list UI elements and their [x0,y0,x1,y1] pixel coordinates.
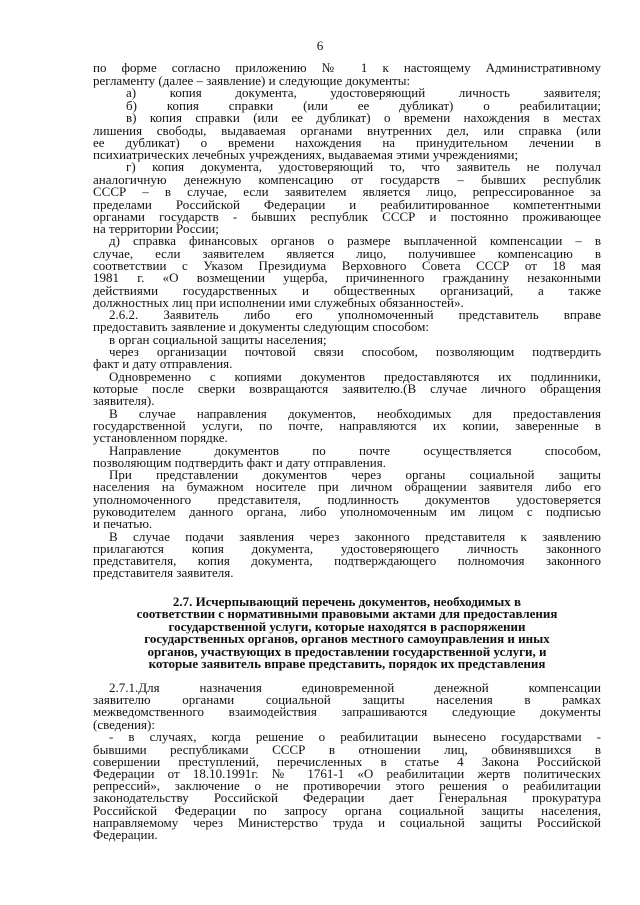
text-line: должностных лиц при исполнении ими служебных обязанностей». [93,295,464,310]
text-line: действиями государственных и общественных организаций, а также [93,283,601,298]
text-line: регламенту (далее – заявление) и следующие документы: [93,73,411,88]
text-line: уполномоченного представителя, подлинность документов удостоверяется [93,492,601,507]
text-line: Российской Федерации по запросу органа социальной защиты населения, [93,803,601,818]
section-heading-line: которые заявитель вправе представить, порядок их представления [148,656,546,671]
text-line: в) копия справки (или ее дубликат) о времени нахождения в местах [126,110,601,125]
text-line: 1981 г. «О возмещении ущерба, причиненного гражданину незаконными [93,270,601,285]
text-line: которые после сверки возвращаются заявителю.(В случае личного обращения [93,381,601,396]
text-line: психиатрических лечебных учреждениях, выдаваемая этими учреждениями; [93,147,519,162]
text-line: в орган социальной защиты населения; [109,332,327,347]
text-line: по форме согласно приложению № 1 к настоящему Административному [93,60,601,75]
text-line: населения на бумажном носителе при личном обращении заявителя либо его [93,479,601,494]
text-line: руководителем данного органа, либо уполномоченным им лицом с подписью [93,504,601,519]
text-line: законодательству Российской Федерации дает Генеральная прокуратура [93,790,601,805]
text-line: прилагаются копия документа, удостоверяющего личность законного [93,541,601,556]
text-line: Одновременно с копиями документов предоставляются их подлинники, [109,369,601,384]
section-heading-line: органов, участвующих в предоставлении государственной услуги, и [147,644,547,659]
text-line: лишения свободы, выдаваемая органами внутренних дел, или справка (или [93,123,601,138]
text-line: Направление документов по почте осуществляется способом, [109,443,601,458]
text-line: 2.7.1.Для назначения единовременной денежной компенсации [109,680,601,695]
text-line: пределами Российской Федерации и реабилитированное компетентными [93,197,601,212]
page-number: 6 [316,38,324,53]
text-line: СССР – в случае, если заявителем является лицо, репрессированное за [93,184,601,199]
text-line: органами государств - бывших республик СССР и постоянно проживающее [93,209,601,224]
text-line: государственной услуги, по почте, направляются их копии, заверенные в [93,418,601,433]
text-line: соответствии с Указом Президиума Верховного Совета СССР от 18 мая [93,258,601,273]
text-line: При представлении документов через органы социальной защиты [109,467,601,482]
section-heading-line: государственных органов, органов местного самоуправления и иных [144,631,550,646]
text-line: В случае направления документов, необходимых для предоставления [109,406,601,421]
text-line: репрессий», заключение о не противоречии этого решения о реабилитации [93,778,601,793]
text-line: - в случаях, когда решение о реабилитации вынесено государствами - [109,729,601,744]
text-line: д) справка финансовых органов о размере выплаченной компенсации – в [109,233,601,248]
text-line: на территории России; [93,221,219,236]
text-line: представителя заявителя. [93,565,234,580]
text-line: аналогичную денежную компенсацию от государств – бывших республик [93,172,601,187]
text-line: предоставить заявление и документы следующим способом: [93,319,429,334]
text-line: совершении преступлений, перечисленных в статье 4 Закона Российской [93,754,601,769]
section-heading-line: соответствии с нормативными правовыми актами для предоставления [136,606,558,621]
section-heading-line: 2.7. Исчерпывающий перечень документов, необходимых в [172,594,522,609]
text-line: заявителю органами социальной защиты населения в рамках [93,692,601,707]
text-line: заявителя). [93,393,155,408]
text-line: Федерации. [93,827,158,842]
text-line: Федерации от 18.10.1991г. № 1761-1 «О реабилитации жертв политических [93,766,601,781]
text-line: представителя, копия документа, подтверждающего полномочия законного [93,553,601,568]
text-line: случае, если заявителем является лицо, получившее компенсацию в [93,246,601,261]
text-line: межведомственного взаимодействия запрашиваются следующие документы [93,704,601,719]
section-heading-line: государственной услуги, которые находятся в распоряжении [168,619,526,634]
text-line: направляемому через Министерство труда и социальной защиты Российской [93,815,601,830]
text-line: (сведения): [93,717,155,732]
text-line: б) копия справки (или ее дубликат) о реабилитации; [126,98,601,113]
text-line: г) копия документа, удостоверяющий то, что заявитель не получал [126,159,601,174]
text-line: и печатью. [93,516,153,531]
text-line: через организации почтовой связи способом, позволяющим подтвердить [109,344,601,359]
text-line: позволяющим подтвердить факт и дату отправления. [93,455,386,470]
text-line: 2.6.2. Заявитель либо его уполномоченный представитель вправе [109,307,601,322]
text-line: установленном порядке. [93,430,228,445]
text-line: В случае подачи заявления через законного представителя к заявлению [109,529,601,544]
text-line: а) копия документа, удостоверяющий личность заявителя; [126,85,601,100]
text-line: бывшими республиками СССР в отношении лиц, обвинявшихся в [93,742,601,757]
text-line: ее дубликат) о времени нахождения на принудительном лечении в [93,135,601,150]
text-line: факт и дату отправления. [93,356,233,371]
